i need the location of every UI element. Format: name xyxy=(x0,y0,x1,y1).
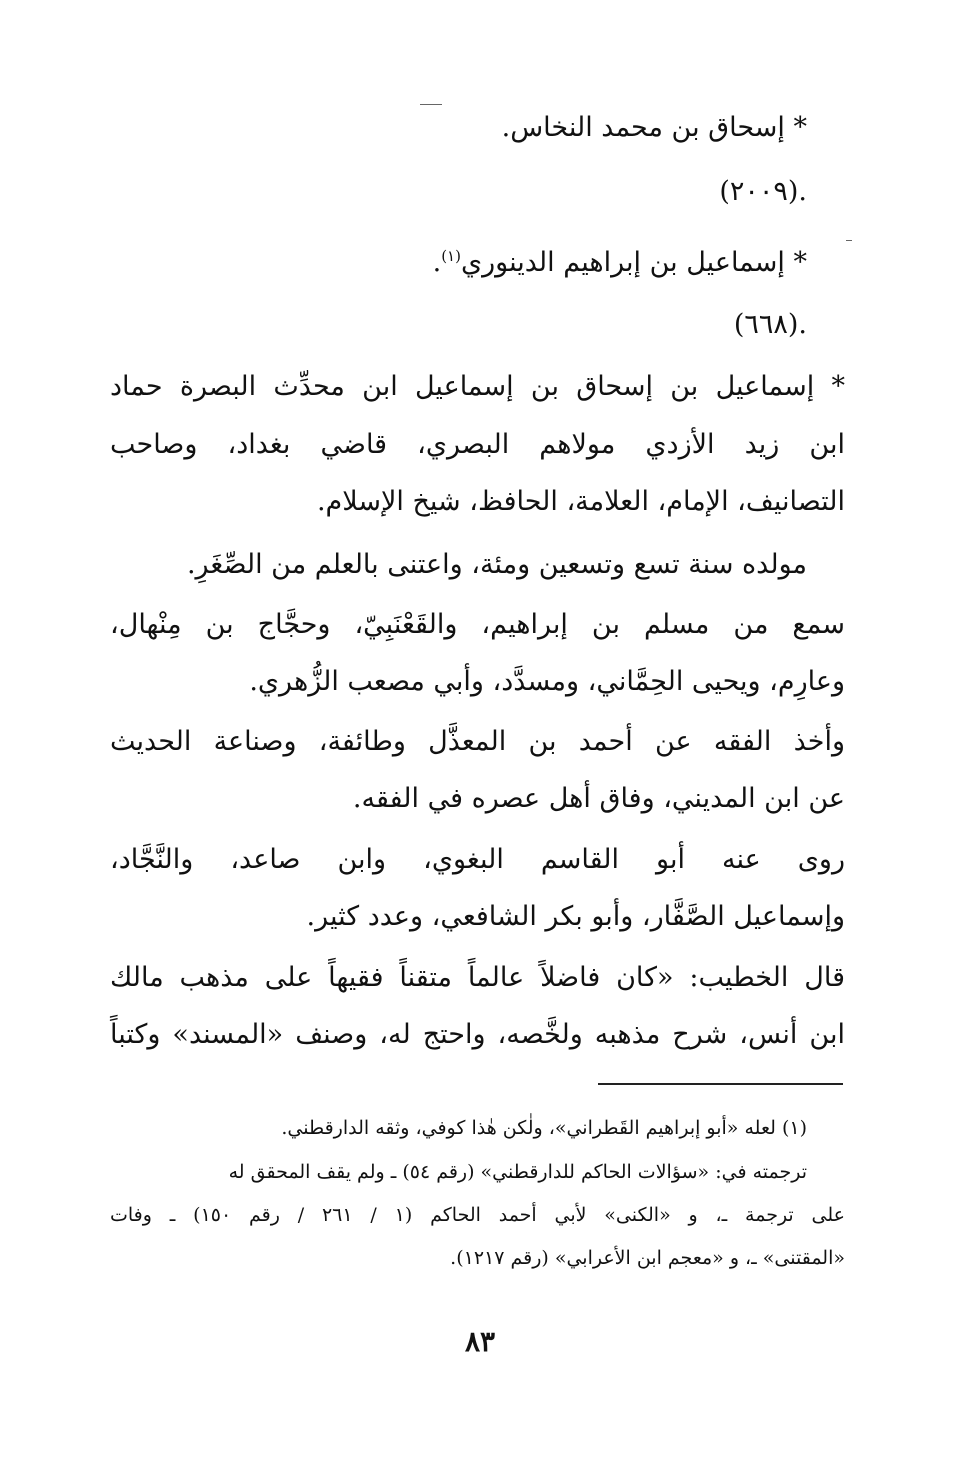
entry-ismail-al-dinawari xyxy=(433,243,807,283)
entry-ismail-reference: .(٦٦٨) xyxy=(733,309,807,340)
biography-line: سمع من مسلم بن إبراهيم، والقَعْنَبِيّ، وحجَّاج بن مِنْهال، xyxy=(110,609,845,640)
footnote-line: ترجمته في: «سؤالات الحاكم للدارقطني» (رقم ٥٤) ـ ولم يقف المحقق له xyxy=(228,1161,807,1183)
biography-line: عن ابن المديني، وفاق أهل عصره في الفقه. xyxy=(352,783,845,814)
biography-line: وعارِم، ويحيى الحِمَّاني، ومسدَّد، وأبي مصعب الزُّهري. xyxy=(249,666,845,697)
entry-ishaq-reference: .(٢٠٠٩) xyxy=(719,176,807,207)
biography-line: وإسماعيل الصَّفَّار، وأبو بكر الشافعي، وعدد كثير. xyxy=(306,901,845,932)
biography-line: روى عنه أبو القاسم البغوي، وابن صاعد، والنَّجَّاد، xyxy=(110,844,845,875)
scan-mark xyxy=(420,104,442,105)
biography-line: قال الخطيب: «كان فاضلاً عالماً متقناً فقيهاً على مذهب مالك xyxy=(110,962,845,993)
page-number: ٨٣ xyxy=(464,1325,496,1358)
biography-line: ابن أنس، شرح مذهبه ولخَّصه، واحتج له، وصنف «المسند» وكتباً xyxy=(110,1019,845,1050)
biography-line: وأخذ الفقه عن أحمد بن المعذَّل وطائفة، وصناعة الحديث xyxy=(110,726,845,757)
footnote-line: «المقتنى» ـ، و «معجم ابن الأعرابي» (رقم ١٢١٧). xyxy=(450,1247,845,1269)
entry-ishaq-al-nakhkhas: * إسحاق بن محمد النخاس. xyxy=(501,112,807,143)
footnote-line: (١) لعله «أبو إبراهيم القَطراني»، ولٰكن هٰذا كوفي، وثقه الدارقطني. xyxy=(281,1117,807,1139)
biography-line: * إسماعيل بن إسحاق بن إسماعيل ابن محدِّث البصرة حماد xyxy=(110,371,845,402)
footnote-separator xyxy=(598,1083,843,1085)
biography-line: التصانيف، الإمام، العلامة، الحافظ، شيخ الإسلام. xyxy=(316,486,845,517)
biography-line: ابن زيد الأزدي مولاهم البصري، قاضي بغداد، وصاحب xyxy=(110,429,845,460)
footnote-ref: (١) xyxy=(441,247,461,265)
entry-ismail-al-dinawari-end: . xyxy=(432,247,442,278)
entry-ismail-al-dinawari-text: * إسماعيل بن إبراهيم الدينوري xyxy=(460,247,807,278)
scan-mark xyxy=(846,240,852,241)
footnote-line: على ترجمة ـ، و «الكنى» لأبي أحمد الحاكم (١ / ٢٦١ / رقم ١٥٠) ـ وفات xyxy=(110,1204,845,1226)
biography-line: مولده سنة تسع وتسعين ومئة، واعتنى بالعلم من الصِّغَرِ. xyxy=(186,549,807,580)
